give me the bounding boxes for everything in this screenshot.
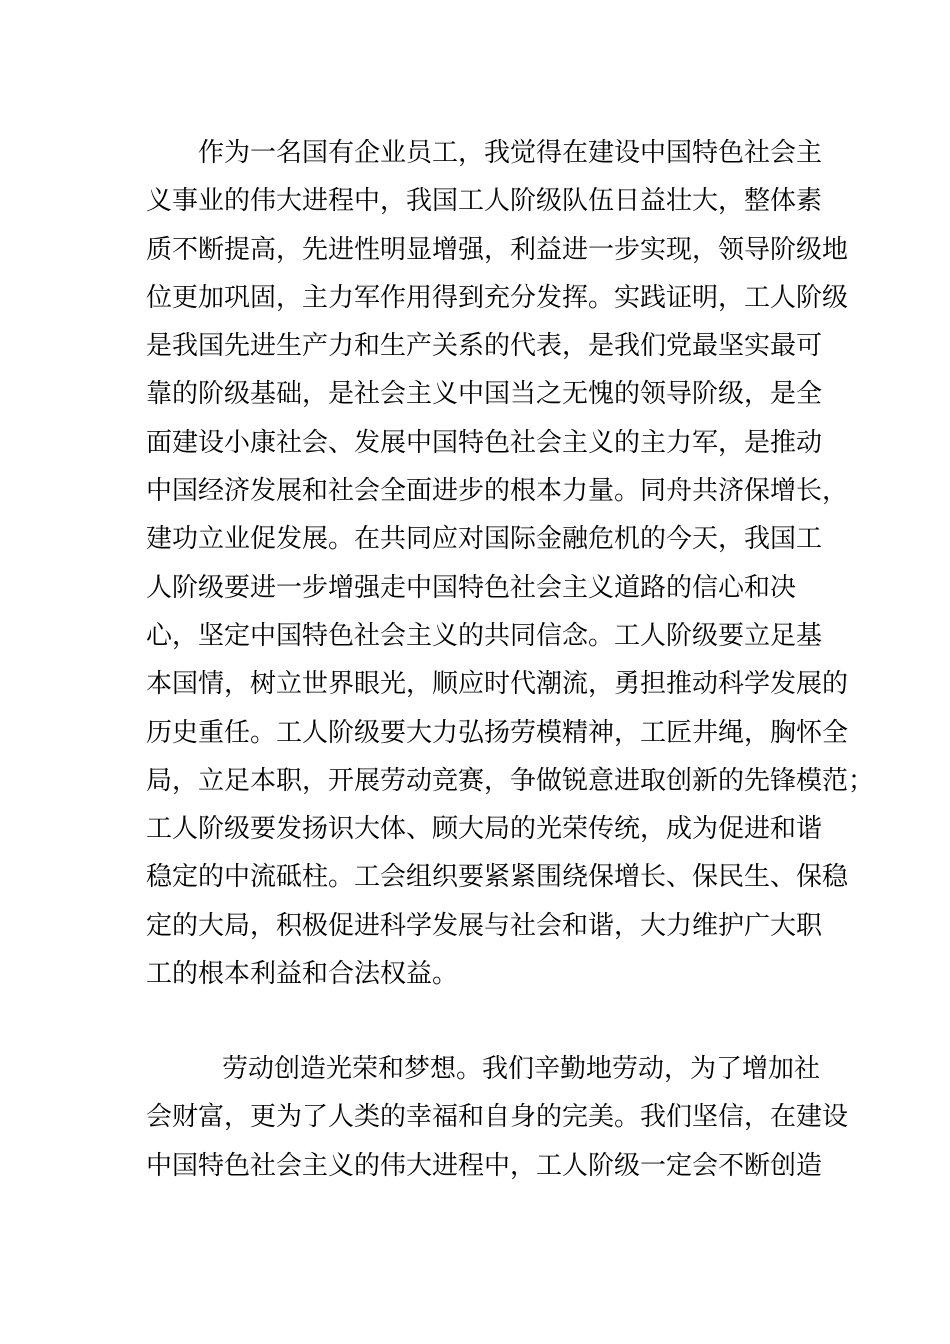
paragraph-line: 劳动创造光荣和梦想。我们辛勤地劳动，为了增加社: [222, 1054, 821, 1084]
paragraph-line: 历史重任。工人阶级要大力弘扬劳模精神，工匠井绳，胸怀全: [146, 717, 849, 748]
paragraph-line: 本国情，树立世界眼光，顺应时代潮流，勇担推动科学发展的: [146, 669, 849, 700]
paragraph-line: 义事业的伟大进程中，我国工人阶级队伍日益壮大，整体素: [146, 186, 823, 217]
paragraph-line: 中国经济发展和社会全面进步的根本力量。同舟共济保增长，: [146, 476, 849, 507]
paragraph-line: 位更加巩固，主力军作用得到充分发挥。实践证明，工人阶级: [146, 282, 849, 313]
paragraph-line: 工的根本利益和合法权益。: [146, 959, 459, 990]
paragraph-line: 局，立足本职，开展劳动竞赛，争做锐意进取创新的先锋模范；: [146, 765, 875, 796]
paragraph-line: 心，坚定中国特色社会主义的共同信念。工人阶级要立足基: [146, 620, 823, 651]
paragraph-line: 是我国先进生产力和生产关系的代表，是我们党最坚实最可: [146, 331, 823, 362]
paragraph-2: [146, 1045, 849, 1190]
paragraph-line: 作为一名国有企业员工，我觉得在建设中国特色社会主: [198, 138, 823, 168]
paragraph-line: 定的大局，积极促进科学发展与社会和谐，大力维护广大职: [146, 910, 823, 941]
paragraph-line: 会财富，更为了人类的幸福和自身的完美。我们坚信，在建设: [146, 1102, 849, 1133]
paragraph-line: 质不断提高，先进性明显增强，利益进一步实现，领导阶级地: [146, 234, 849, 265]
paragraph-line: 中国特色社会主义的伟大进程中，工人阶级一定会不断创造: [146, 1150, 823, 1181]
paragraph-line: 稳定的中流砥柱。工会组织要紧紧围绕保增长、保民生、保稳: [146, 862, 849, 893]
paragraph-1: [146, 129, 875, 998]
paragraph-line: 靠的阶级基础，是社会主义中国当之无愧的领导阶级，是全: [146, 379, 823, 410]
paragraph-line: 面建设小康社会、发展中国特色社会主义的主力军，是推动: [146, 427, 823, 458]
paragraph-line: 人阶级要进一步增强走中国特色社会主义道路的信心和决: [146, 572, 797, 603]
paragraph-line: 建功立业促发展。在共同应对国际金融危机的今天，我国工: [146, 524, 823, 555]
paragraph-line: 工人阶级要发扬识大体、顾大局的光荣传统，成为促进和谐: [146, 814, 823, 845]
